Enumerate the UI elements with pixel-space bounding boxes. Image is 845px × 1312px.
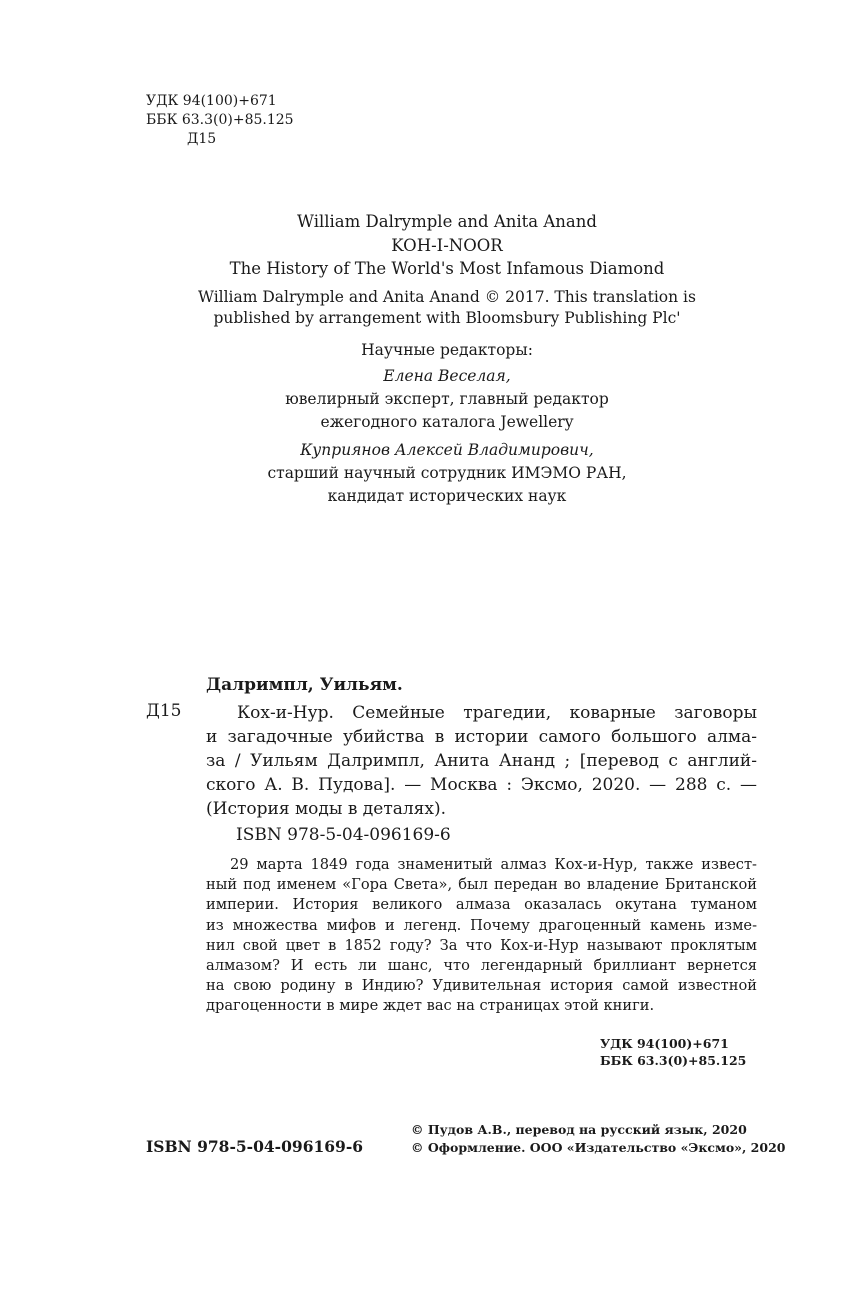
annotation-line: нил свой цвет в 1852 году? За что Кох-и-Нур называют проклятым: [206, 936, 757, 954]
bib-line: за / Уильям Далримпл, Анита Ананд ; [перевод с англий-: [206, 751, 757, 771]
bib-line: Кох-и-Нур. Семейные трагедии, коварные заговоры: [237, 703, 757, 723]
annotation-line: алмазом? И есть ли шанс, что легендарный бриллиант вернется: [206, 957, 757, 975]
copyright-line: © Пудов А.В., перевод на русский язык, 2020: [411, 1122, 747, 1137]
bbk-code: ББК 63.3(0)+85.125: [146, 112, 294, 128]
bbk-code: ББК 63.3(0)+85.125: [600, 1053, 747, 1068]
bib-line: ского А. В. Пудова]. — Москва : Эксмо, 2020. — 288 с. —: [206, 775, 757, 795]
bib-code: Д15: [146, 701, 182, 721]
editor-desc: ежегодного каталога Jewellery: [320, 413, 574, 431]
copyright-block: [411, 1121, 785, 1157]
original-title-block: [147, 210, 747, 281]
annotation-line: драгоценности в мире ждет вас на страницах этой книги.: [206, 997, 655, 1015]
bib-line: (История моды в деталях).: [206, 799, 447, 819]
annotation-line: из множества мифов и легенд. Почему драгоценный камень изме-: [206, 916, 757, 934]
editor-name: Елена Веселая,: [383, 367, 511, 385]
rights-notice: [147, 287, 747, 329]
annotation-line: империи. История великого алмаза оказалась окутана туманом: [206, 896, 757, 914]
rights-line: published by arrangement with Bloomsbury Publishing Plc': [213, 309, 681, 327]
original-title: KOH-I-NOOR: [391, 235, 503, 255]
bib-description: [206, 701, 757, 821]
rights-line: William Dalrymple and Anita Anand © 2017. This translation is: [198, 288, 696, 306]
bib-author: Далримпл, Уильям.: [206, 675, 403, 695]
bib-line: и загадочные убийства в истории самого большого алма-: [206, 727, 757, 747]
udk-header: [146, 92, 294, 149]
annotation-line: 29 марта 1849 года знаменитый алмаз Кох-и-Нур, также извест-: [230, 856, 757, 873]
footer-isbn: ISBN 978-5-04-096169-6: [146, 1137, 364, 1156]
original-authors: William Dalrymple and Anita Anand: [297, 212, 597, 231]
editors-block: [147, 339, 747, 508]
editor-desc: кандидат исторических наук: [327, 487, 567, 505]
udk-code: УДК 94(100)+671: [600, 1036, 729, 1051]
editor-desc: старший научный сотрудник ИМЭМО РАН,: [267, 464, 627, 482]
copyright-line: © Оформление. ООО «Издательство «Эксмо», 2020: [411, 1140, 786, 1155]
annotation-line: ный под именем «Гора Света», был передан во владение Британской: [206, 876, 757, 894]
annotation-line: на свою родину в Индию? Удивительная история самой известной: [206, 977, 757, 995]
udk-footer: [600, 1035, 746, 1069]
original-subtitle: The History of The World's Most Infamous Diamond: [229, 259, 665, 278]
editor-name: Куприянов Алексей Владимирович,: [300, 441, 594, 459]
bib-isbn: ISBN 978-5-04-096169-6: [236, 825, 451, 845]
annotation: [206, 855, 757, 1017]
author-sign: Д15: [187, 131, 217, 147]
udk-code: УДК 94(100)+671: [146, 93, 277, 109]
editor-desc: ювелирный эксперт, главный редактор: [285, 390, 609, 408]
editors-heading: Научные редакторы:: [361, 341, 533, 359]
